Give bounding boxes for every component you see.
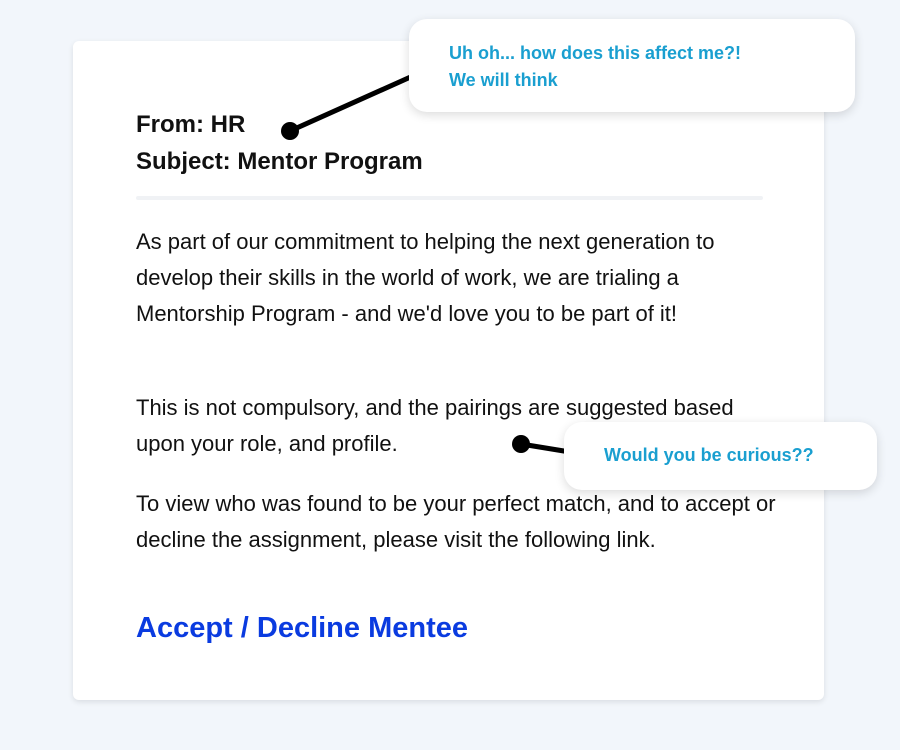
email-paragraph-instructions: To view who was found to be your perfect match, and to accept or decline the assignment, please visit the following link. bbox=[136, 491, 776, 552]
email-paragraph-intro: As part of our commitment to helping the next generation to develop their skills in the world of work, we are trialing a Mentorship Program - and we'd love you to be part of it! bbox=[136, 229, 715, 326]
annotation-text-line2: We will think bbox=[449, 70, 558, 90]
email-paragraph-pairings: This is not compulsory, and the pairings are suggested based upon your role, and profile. bbox=[136, 395, 734, 456]
annotation-text-line1: Uh oh... how does this affect me?! bbox=[449, 43, 742, 63]
accept-decline-mentee-link[interactable]: Accept / Decline Mentee bbox=[136, 612, 468, 644]
email-from: From: HR bbox=[136, 111, 246, 138]
annotation-bubble-curious bbox=[564, 422, 877, 490]
annotation-bubble-concern bbox=[409, 19, 855, 112]
header-divider bbox=[136, 196, 763, 200]
annotation-text: Would you be curious?? bbox=[604, 445, 814, 465]
email-subject: Subject: Mentor Program bbox=[136, 148, 423, 175]
